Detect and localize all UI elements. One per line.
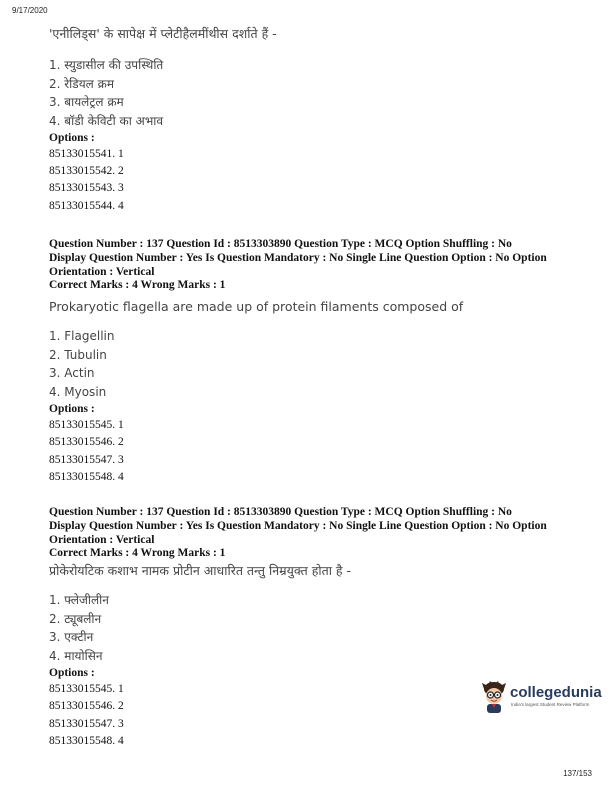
logo-tagline: India's largest Student Review Platform	[511, 702, 590, 707]
page-number: 137/153	[563, 769, 592, 778]
print-date: 9/17/2020	[12, 6, 48, 15]
meta-line: Orientation : Vertical	[49, 265, 155, 278]
option-code: 85133015541. 1	[49, 147, 124, 160]
option-code: 85133015545. 1	[49, 418, 124, 431]
option-list	[49, 327, 579, 401]
option-code: 85133015547. 3	[49, 717, 124, 730]
meta-line: Correct Marks : 4 Wrong Marks : 1	[49, 279, 226, 292]
option-list	[49, 591, 579, 665]
meta-line: Correct Marks : 4 Wrong Marks : 1	[49, 547, 226, 560]
question-block	[49, 26, 579, 215]
option-item: 4. Myosin	[49, 384, 107, 399]
option-item: 1. Flagellin	[49, 329, 115, 344]
option-code: 85133015544. 4	[49, 199, 124, 212]
options-label: Options :	[49, 132, 95, 144]
question-text: Prokaryotic flagella are made up of protein filaments composed of	[49, 299, 464, 315]
meta-line: Question Number : 137 Question Id : 8513303890 Question Type : MCQ Option Shuffling : No	[49, 506, 512, 518]
logo-wordmark: collegedunia	[510, 684, 602, 701]
option-code: 85133015546. 2	[49, 700, 124, 713]
question-meta	[49, 238, 579, 293]
mascot-icon	[480, 680, 508, 714]
option-item: 3. एक्टीन	[49, 630, 94, 645]
option-item: 3. Actin	[49, 366, 95, 381]
meta-line: Display Question Number : Yes Is Question Mandatory : No Single Line Question Option : No Option	[49, 519, 547, 532]
question-text: प्रोकेरोयटिक कशाभ नामक प्रोटीन आधारित तन्तु निम्रयुक्त होता है -	[49, 563, 352, 579]
options-label: Options :	[49, 667, 95, 680]
option-code: 85133015543. 3	[49, 182, 124, 195]
meta-line: Display Question Number : Yes Is Question Mandatory : No Single Line Question Option : No Option	[49, 251, 547, 264]
option-item: 3. बायलेट्रल क्रम	[49, 95, 124, 109]
option-item: 2. Tubulin	[49, 347, 107, 362]
meta-line: Question Number : 137 Question Id : 8513303890 Question Type : MCQ Option Shuffling : No	[49, 238, 512, 250]
option-codes	[49, 417, 579, 486]
option-item: 4. मायोसिन	[49, 648, 103, 663]
option-item: 2. ट्यूबलीन	[49, 611, 102, 626]
meta-line: Orientation : Vertical	[49, 533, 155, 546]
question-block	[49, 238, 579, 486]
option-codes	[49, 146, 579, 215]
option-item: 2. रेडियल क्रम	[49, 76, 115, 91]
option-list	[49, 56, 579, 130]
option-item: 1. स्युडासील की उपस्थिति	[49, 58, 164, 72]
option-code: 85133015542. 2	[49, 165, 124, 178]
question-meta	[49, 506, 579, 561]
option-code: 85133015548. 4	[49, 734, 124, 747]
options-label: Options :	[49, 403, 95, 416]
option-code: 85133015547. 3	[49, 453, 124, 466]
option-code: 85133015546. 2	[49, 436, 124, 449]
collegedunia-logo	[480, 680, 600, 716]
option-item: 1. फ्लेजीलीन	[49, 593, 109, 608]
option-code: 85133015548. 4	[49, 470, 124, 483]
question-text: 'एनीलिड्स' के सापेक्ष में प्लेटीहैलमींथीस दर्शाते हैं -	[49, 26, 277, 41]
option-code: 85133015545. 1	[49, 682, 124, 695]
option-item: 4. बॉडी केविटी का अभाव	[49, 113, 164, 128]
